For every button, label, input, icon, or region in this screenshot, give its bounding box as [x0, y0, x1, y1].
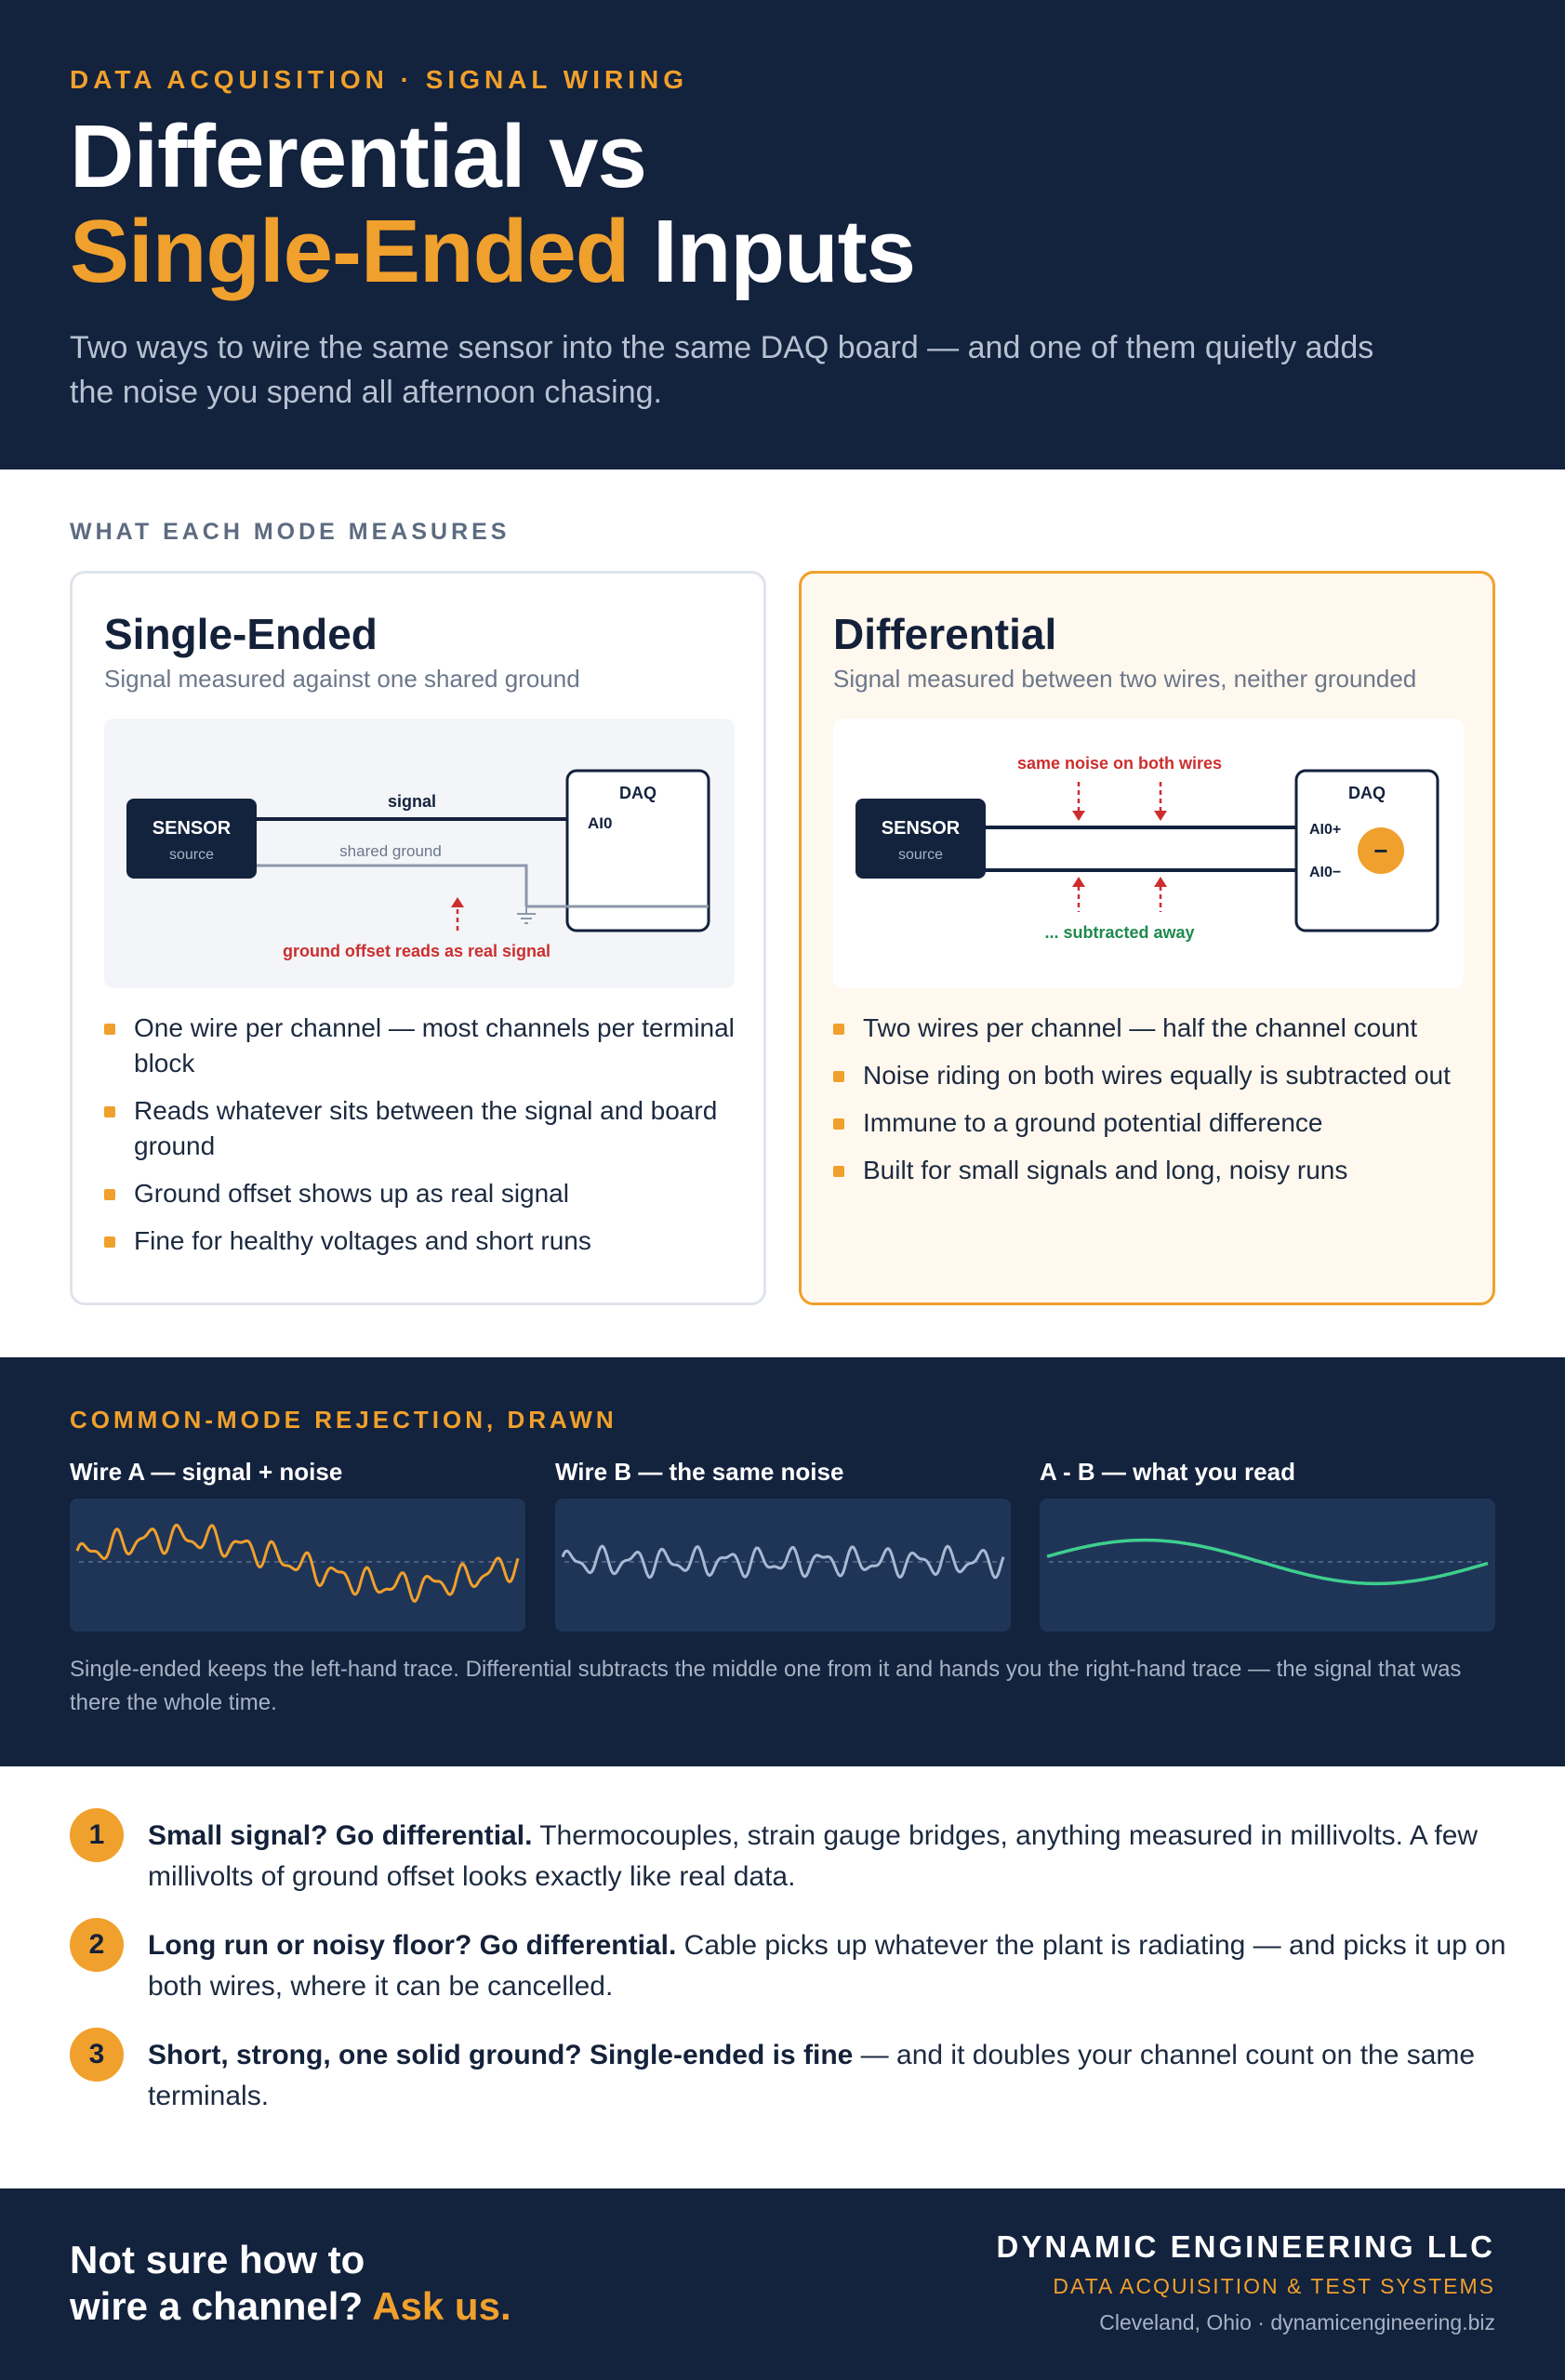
single-ended-diagram: [104, 719, 735, 988]
panel-title-wire-a: Wire A — signal + noise: [70, 1458, 343, 1486]
single-ended-title: Single-Ended: [104, 610, 378, 658]
bullet-square-icon: [104, 1024, 115, 1035]
step-lead: Short, strong, one solid ground? Single-ended is fine: [148, 2040, 854, 2070]
list-item: Noise riding on both wires equally is subtracted out: [833, 1058, 1466, 1093]
step-lead: Long run or noisy floor? Go differential.: [148, 1930, 677, 1961]
header: [0, 0, 1565, 469]
single-ended-wiring-svg: [104, 719, 735, 988]
df-arrowhead-icon: [1154, 877, 1167, 887]
df-sensor-box: [855, 799, 986, 879]
step-number-badge: 3: [70, 2028, 124, 2082]
single-ended-subtitle: Signal measured against one shared ground: [104, 665, 580, 693]
step-lead: Small signal? Go differential.: [148, 1820, 533, 1851]
step-number-badge: 2: [70, 1918, 124, 1972]
differential-title: Differential: [833, 610, 1057, 658]
list-item: Immune to a ground potential difference: [833, 1105, 1466, 1141]
cmr-section-label: COMMON-MODE REJECTION, DRAWN: [70, 1406, 617, 1434]
step-number-badge: 1: [70, 1808, 124, 1862]
se-sensor-label: SENSOR: [152, 818, 232, 839]
bullet-square-icon: [833, 1071, 844, 1082]
wire-a-trace-svg: [70, 1499, 525, 1632]
df-noise-arrows-bottom-icon: [1079, 886, 1160, 912]
lede: Two ways to wire the same sensor into the same DAQ board — and one of them quietly adds the noise you spend all afternoon chasing.: [70, 330, 1374, 410]
a-minus-b-trace-svg: [1040, 1499, 1495, 1632]
df-noise-arrows-top-icon: [1079, 782, 1160, 812]
brand-tagline: DATA ACQUISITION & TEST SYSTEMS: [1053, 2274, 1495, 2298]
bullet-square-icon: [833, 1024, 844, 1035]
single-ended-bullets: [104, 1011, 736, 1271]
df-daq-label: DAQ: [1348, 784, 1386, 802]
differential-subtitle: Signal measured between two wires, neither grounded: [833, 665, 1417, 693]
title-accent: Single-Ended: [70, 202, 630, 301]
df-subtract-label: ... subtracted away: [1044, 923, 1195, 942]
step-body: — and it doubles your channel count on the same terminals.: [148, 2040, 1476, 2111]
title-line-1: Differential vs: [70, 107, 646, 206]
se-sensor-box: [126, 799, 257, 879]
title-rest: Inputs: [629, 202, 915, 301]
se-daq-label: DAQ: [619, 784, 657, 802]
differential-card: [799, 571, 1495, 1305]
single-ended-card: [70, 571, 766, 1305]
differential-wiring-svg: [833, 719, 1464, 988]
modes-section-label: WHAT EACH MODE MEASURES: [70, 519, 511, 545]
df-sensor-sublabel: source: [897, 847, 944, 863]
brand-location: Cleveland, Ohio · dynamicengineering.biz: [1099, 2310, 1495, 2334]
se-callout-label: ground offset reads as real signal: [282, 942, 551, 960]
brand-name: DYNAMIC ENGINEERING LLC: [996, 2229, 1495, 2264]
cta-link[interactable]: Ask us.: [372, 2284, 511, 2328]
list-item: Reads whatever sits between the signal and board ground: [104, 1093, 736, 1164]
bullet-square-icon: [833, 1118, 844, 1130]
df-sensor-label: SENSOR: [881, 818, 961, 839]
differential-bullets: [833, 1011, 1466, 1200]
kicker: DATA ACQUISITION · SIGNAL WIRING: [70, 65, 689, 94]
cta-line-2: wire a channel? Ask us.: [70, 2284, 511, 2328]
common-mode-section: [0, 1357, 1565, 1766]
df-pin-plus-label: AI0+: [1309, 822, 1342, 838]
df-pin-minus-label: AI0−: [1309, 865, 1342, 880]
cta: [70, 2237, 511, 2330]
step-body: Thermocouples, strain gauge bridges, anything measured in millivolts. A few millivolts of ground offset looks exactly like real data.: [148, 1820, 1479, 1892]
panel-wire-b: [555, 1499, 1011, 1632]
df-noise-label: same noise on both wires: [1016, 754, 1223, 773]
wire-b-trace-svg: [555, 1499, 1011, 1632]
list-item: Built for small signals and long, noisy runs: [833, 1153, 1466, 1188]
step-text: [148, 1925, 1524, 2007]
step-body: Cable picks up whatever the plant is radiating — and picks it up on both wires, where it can be cancelled.: [148, 1930, 1506, 2002]
se-pin-label: AI0: [588, 814, 613, 832]
differential-diagram: [833, 719, 1464, 988]
list-item: Two wires per channel — half the channel count: [833, 1011, 1466, 1046]
se-callout-arrowhead-icon: [451, 897, 464, 907]
se-signal-label: signal: [387, 792, 437, 811]
panel-title-wire-b: Wire B — the same noise: [555, 1458, 844, 1486]
panel-a-minus-b: [1040, 1499, 1495, 1632]
df-subtract-symbol: −: [1373, 837, 1388, 865]
step-text: [148, 1816, 1524, 1897]
bullet-square-icon: [833, 1166, 844, 1177]
se-sensor-sublabel: source: [168, 847, 215, 863]
step-text: [148, 2035, 1524, 2117]
se-ground-label: shared ground: [339, 842, 442, 860]
bullet-square-icon: [104, 1189, 115, 1200]
df-arrowhead-icon: [1072, 811, 1085, 821]
cmr-caption: Single-ended keeps the left-hand trace. Differential subtracts the middle one from it and hands you the right-hand trace — the signal that was there the whole time.: [70, 1657, 1462, 1715]
se-ground-wire: [257, 866, 526, 906]
panel-wire-a: [70, 1499, 525, 1632]
wire-a-trace-line: [77, 1525, 518, 1601]
df-arrowhead-icon: [1072, 877, 1085, 887]
title-line-2: [70, 202, 915, 301]
bullet-square-icon: [104, 1106, 115, 1117]
footer: [0, 2188, 1565, 2380]
list-item: One wire per channel — most channels per terminal block: [104, 1011, 736, 1081]
list-item: Fine for healthy voltages and short runs: [104, 1223, 736, 1259]
brand-block: [996, 2229, 1495, 2335]
df-arrowhead-icon: [1154, 811, 1167, 821]
se-ground-symbol-icon: [517, 906, 536, 923]
page-title: [70, 107, 915, 301]
cta-line-1: Not sure how to: [70, 2238, 365, 2281]
bullet-square-icon: [104, 1236, 115, 1248]
panel-title-a-minus-b: A - B — what you read: [1040, 1458, 1295, 1486]
list-item: Ground offset shows up as real signal: [104, 1176, 736, 1211]
